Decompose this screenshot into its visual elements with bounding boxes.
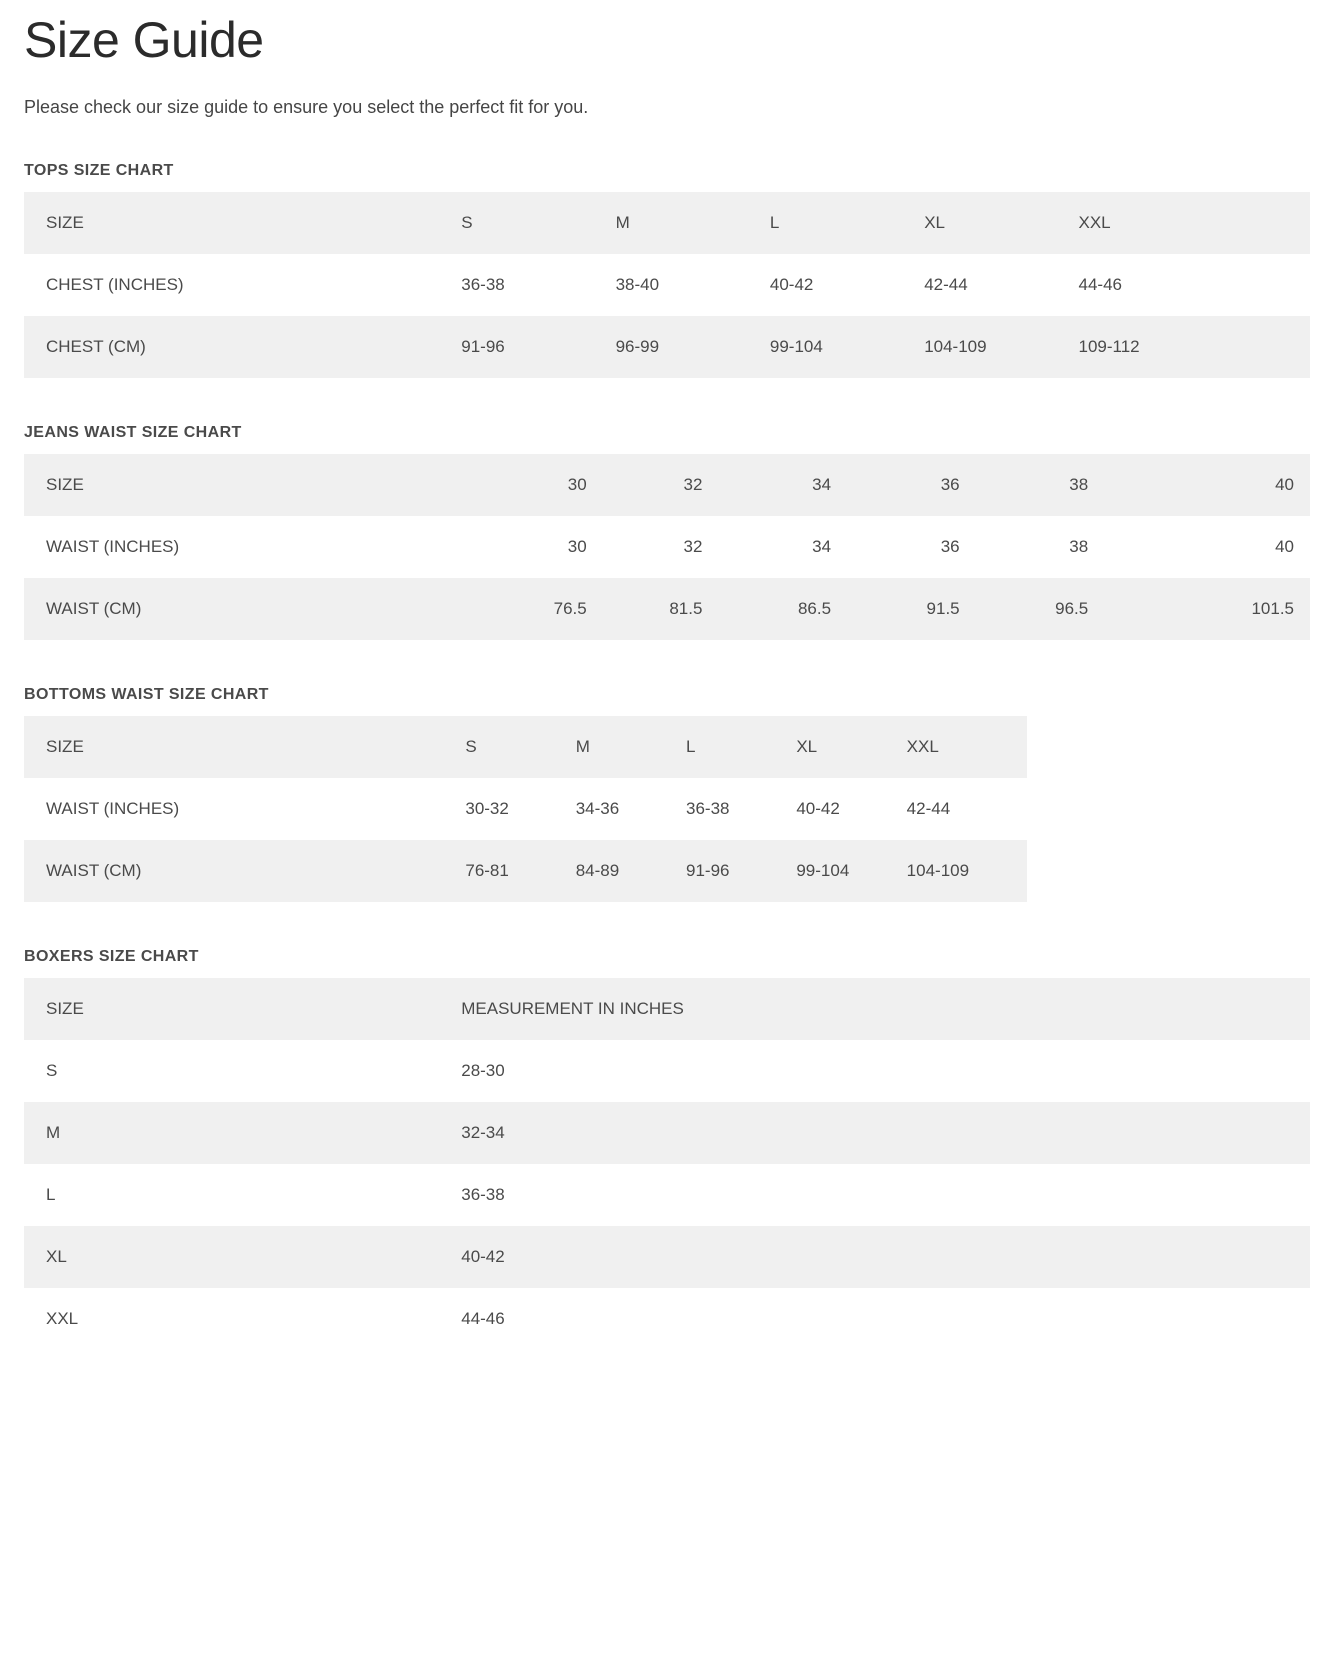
table-row bbox=[24, 1040, 1310, 1102]
table-row bbox=[24, 716, 1027, 778]
table-cell: 40-42 bbox=[796, 778, 906, 840]
table-cell: M bbox=[576, 716, 686, 778]
boxers-size-table bbox=[24, 978, 1310, 1350]
table-row bbox=[24, 1226, 1310, 1288]
table-cell: 40-42 bbox=[461, 1226, 1310, 1288]
table-cell: 40-42 bbox=[770, 254, 924, 316]
table-cell: 91.5 bbox=[847, 578, 976, 640]
table-row bbox=[24, 578, 1310, 640]
section-tops bbox=[24, 162, 1310, 378]
table-cell: 40 bbox=[1104, 454, 1310, 516]
table-row bbox=[24, 1102, 1310, 1164]
table-row bbox=[24, 254, 1310, 316]
table-cell: 104-109 bbox=[907, 840, 1027, 902]
table-cell: WAIST (CM) bbox=[24, 840, 465, 902]
table-cell: 36 bbox=[847, 454, 976, 516]
table-cell: L bbox=[770, 192, 924, 254]
table-row bbox=[24, 516, 1310, 578]
table-cell: 36-38 bbox=[461, 1164, 1310, 1226]
table-cell: WAIST (INCHES) bbox=[24, 778, 465, 840]
table-cell: 104-109 bbox=[924, 316, 1078, 378]
table-cell: 38 bbox=[976, 454, 1105, 516]
table-cell: S bbox=[24, 1040, 461, 1102]
table-cell: 32-34 bbox=[461, 1102, 1310, 1164]
table-cell: XL bbox=[924, 192, 1078, 254]
table-cell: 76-81 bbox=[465, 840, 575, 902]
table-cell: 36 bbox=[847, 516, 976, 578]
table-cell: L bbox=[24, 1164, 461, 1226]
table-cell: 36-38 bbox=[686, 778, 796, 840]
section-title-bottoms: BOTTOMS WAIST SIZE CHART bbox=[24, 685, 269, 703]
table-cell: CHEST (CM) bbox=[24, 316, 461, 378]
table-cell: CHEST (INCHES) bbox=[24, 254, 461, 316]
jeans-waist-size-table bbox=[24, 454, 1310, 640]
section-jeans bbox=[24, 424, 1310, 640]
table-cell: XXL bbox=[907, 716, 1027, 778]
bottoms-waist-size-table bbox=[24, 716, 1027, 902]
table-cell: 86.5 bbox=[718, 578, 847, 640]
table-cell: 30 bbox=[487, 454, 603, 516]
table-cell: 34 bbox=[718, 454, 847, 516]
section-boxers bbox=[24, 948, 1310, 1350]
table-cell: 101.5 bbox=[1104, 578, 1310, 640]
table-cell: 42-44 bbox=[924, 254, 1078, 316]
table-cell: 32 bbox=[603, 516, 719, 578]
table-cell: 44-46 bbox=[461, 1288, 1310, 1350]
table-cell: 91-96 bbox=[686, 840, 796, 902]
table-row bbox=[24, 1288, 1310, 1350]
section-bottoms bbox=[24, 686, 1310, 902]
table-cell: SIZE bbox=[24, 454, 487, 516]
table-cell: XXL bbox=[1079, 192, 1311, 254]
table-cell: L bbox=[686, 716, 796, 778]
table-cell: M bbox=[616, 192, 770, 254]
table-row bbox=[24, 316, 1310, 378]
table-cell: WAIST (CM) bbox=[24, 578, 487, 640]
table-cell: 42-44 bbox=[907, 778, 1027, 840]
section-title-tops: TOPS SIZE CHART bbox=[24, 161, 174, 179]
table-row bbox=[24, 978, 1310, 1040]
table-cell: SIZE bbox=[24, 192, 461, 254]
table-cell: MEASUREMENT IN INCHES bbox=[461, 978, 1310, 1040]
table-row bbox=[24, 840, 1027, 902]
table-row bbox=[24, 454, 1310, 516]
page-title: Size Guide bbox=[24, 12, 264, 68]
table-cell: S bbox=[465, 716, 575, 778]
table-cell: 30-32 bbox=[465, 778, 575, 840]
table-cell: SIZE bbox=[24, 978, 461, 1040]
table-cell: 91-96 bbox=[461, 316, 615, 378]
table-cell: 40 bbox=[1104, 516, 1310, 578]
section-title-boxers: BOXERS SIZE CHART bbox=[24, 947, 199, 965]
table-row bbox=[24, 778, 1027, 840]
table-cell: 96.5 bbox=[976, 578, 1105, 640]
table-cell: 36-38 bbox=[461, 254, 615, 316]
table-cell: XXL bbox=[24, 1288, 461, 1350]
table-cell: WAIST (INCHES) bbox=[24, 516, 487, 578]
table-cell: 44-46 bbox=[1079, 254, 1311, 316]
table-cell: SIZE bbox=[24, 716, 465, 778]
section-title-jeans: JEANS WAIST SIZE CHART bbox=[24, 423, 242, 441]
table-cell: XL bbox=[24, 1226, 461, 1288]
table-cell: S bbox=[461, 192, 615, 254]
table-row bbox=[24, 192, 1310, 254]
table-cell: 30 bbox=[487, 516, 603, 578]
table-cell: 76.5 bbox=[487, 578, 603, 640]
table-cell: 38 bbox=[976, 516, 1105, 578]
table-cell: 34 bbox=[718, 516, 847, 578]
tops-size-table bbox=[24, 192, 1310, 378]
table-cell: M bbox=[24, 1102, 461, 1164]
table-cell: 96-99 bbox=[616, 316, 770, 378]
table-cell: 99-104 bbox=[796, 840, 906, 902]
table-cell: 84-89 bbox=[576, 840, 686, 902]
table-cell: 28-30 bbox=[461, 1040, 1310, 1102]
table-cell: 109-112 bbox=[1079, 316, 1311, 378]
table-cell: 32 bbox=[603, 454, 719, 516]
table-cell: XL bbox=[796, 716, 906, 778]
table-cell: 81.5 bbox=[603, 578, 719, 640]
table-cell: 34-36 bbox=[576, 778, 686, 840]
table-row bbox=[24, 1164, 1310, 1226]
page-intro: Please check our size guide to ensure you select the perfect fit for you. bbox=[24, 96, 589, 117]
table-cell: 38-40 bbox=[616, 254, 770, 316]
table-cell: 99-104 bbox=[770, 316, 924, 378]
